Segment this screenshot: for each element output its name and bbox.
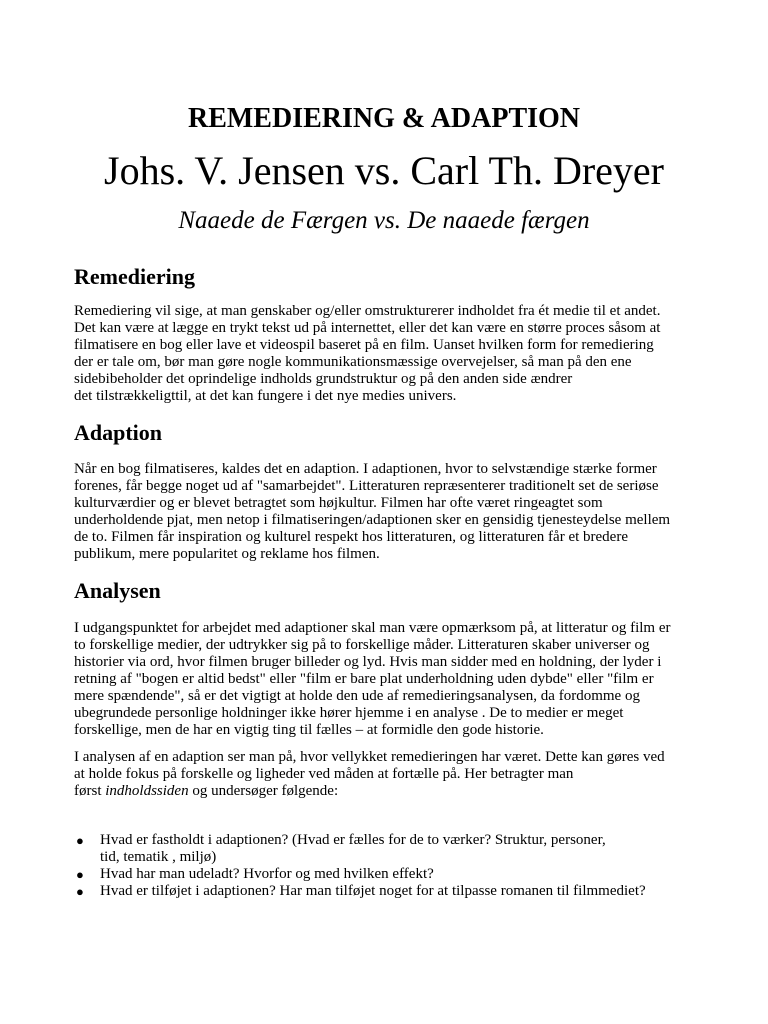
document-subtitle: Johs. V. Jensen vs. Carl Th. Dreyer [104,148,664,193]
section-heading-remediering: Remediering [74,264,195,289]
text-line: I udgangspunktet for arbejdet med adaptioner skal man være opmærksom på, at litteratur og film er [74,620,671,636]
list-item [74,832,714,866]
section-heading-analysen: Analysen [74,578,161,603]
text-line: der er tale om, bør man gøre nogle kommunikationsmæssige overvejelser, så man på den ene [74,354,632,370]
title-block [0,100,768,236]
text-line: Hvad er tilføjet i adaptionen? Har man tilføjet noget for at tilpasse romanen til filmmediet? [100,883,646,899]
text-line: forskellige, men de har en vigtig ting til fælles – at formidle den gode historie. [74,722,544,738]
bullet-icon: ● [76,833,84,848]
text-line: filmatisere en bog eller lave et videospil baseret på en film. Uanset hvilken form for remediering [74,337,654,353]
paragraph-analysen-1 [74,620,714,739]
paragraph-adaption [74,461,714,563]
document-title: REMEDIERING & ADAPTION [187,103,581,134]
bullet-list [74,832,714,900]
text-line: publikum, mere popularitet og reklame hos filmen. [74,546,380,562]
text-line-mixed [74,783,714,800]
text-line: retning af "bogen er altid bedst" eller "film er bare plat underholdning uden dybde" eller "film er [74,671,654,687]
text-line: forenes, får begge noget ud af "samarbejdet". Litteraturen repræsenterer traditionelt set de seriøse [74,478,659,494]
text-line: underholdende pjat, men netop i filmatiseringen/adaptionen sker en gensidig tjenesteydelse mellem [74,512,671,528]
document-subsubtitle: Naaede de Færgen vs. De naaede færgen [178,207,590,234]
text-line: det tilstrækkeligttil, at det kan fungere i det nye medies univers. [74,388,457,404]
text-line: historier via ord, hvor filmen bruger billeder og lyd. Hvis man sidder med en holdning, der lyder i [74,654,662,670]
text-line: Det kan være at lægge en trykt tekst ud på internettet, eller det kan være en større proces såsom at [74,320,661,336]
paragraph-remediering [74,303,714,405]
text-line: Hvad er fastholdt i adaptionen? (Hvad er fælles for de to værker? Struktur, personer, [100,832,606,848]
text-line: kulturværdier og er blevet betragtet som højkultur. Filmen har ofte været ringeagtet som [74,495,603,511]
paragraph-analysen-2 [74,749,714,800]
section-heading-adaption: Adaption [74,420,163,445]
text-line: tid, tematik , miljø) [100,849,217,865]
text-line: I analysen af en adaption ser man på, hvor vellykket remedieringen har været. Dette kan gøres ved [74,749,665,765]
text-line: mere spændende", så er det vigtigt at holde den ude af remedieringsanalysen, da fordomme og [74,688,640,704]
emphasis-indholdssiden: indholdssiden [105,783,189,799]
text-line: Remediering vil sige, at man genskaber og/eller omstrukturerer indholdet fra ét medie til et andet. [74,303,661,319]
text-line: ubegrundede personlige holdninger ikke hører hjemme i en analyse . De to medier er meget [74,705,624,721]
text-line: at holde fokus på forskelle og ligheder ved måden at fortælle på. Her betragter man [74,766,574,782]
text-line: de to. Filmen får inspiration og kulturel respekt hos litteraturen, og litteraturen får et bredere [74,529,628,545]
text-line: to forskellige medier, der udtrykker sig på to forskellige måder. Litteraturen skaber universer og [74,637,650,653]
bullet-icon: ● [76,884,84,899]
list-item [74,866,714,883]
bullet-icon: ● [76,867,84,882]
text-fragment: først [74,783,106,799]
text-fragment: og undersøger følgende: [188,783,339,799]
text-line: sidebibeholder det oprindelige indholds grundstruktur og på den anden side ændrer [74,371,573,387]
list-item [74,883,714,900]
text-line: Når en bog filmatiseres, kaldes det en adaption. I adaptionen, hvor to selvstændige stærke former [74,461,657,477]
text-line: Hvad har man udeladt? Hvorfor og med hvilken effekt? [100,866,434,882]
